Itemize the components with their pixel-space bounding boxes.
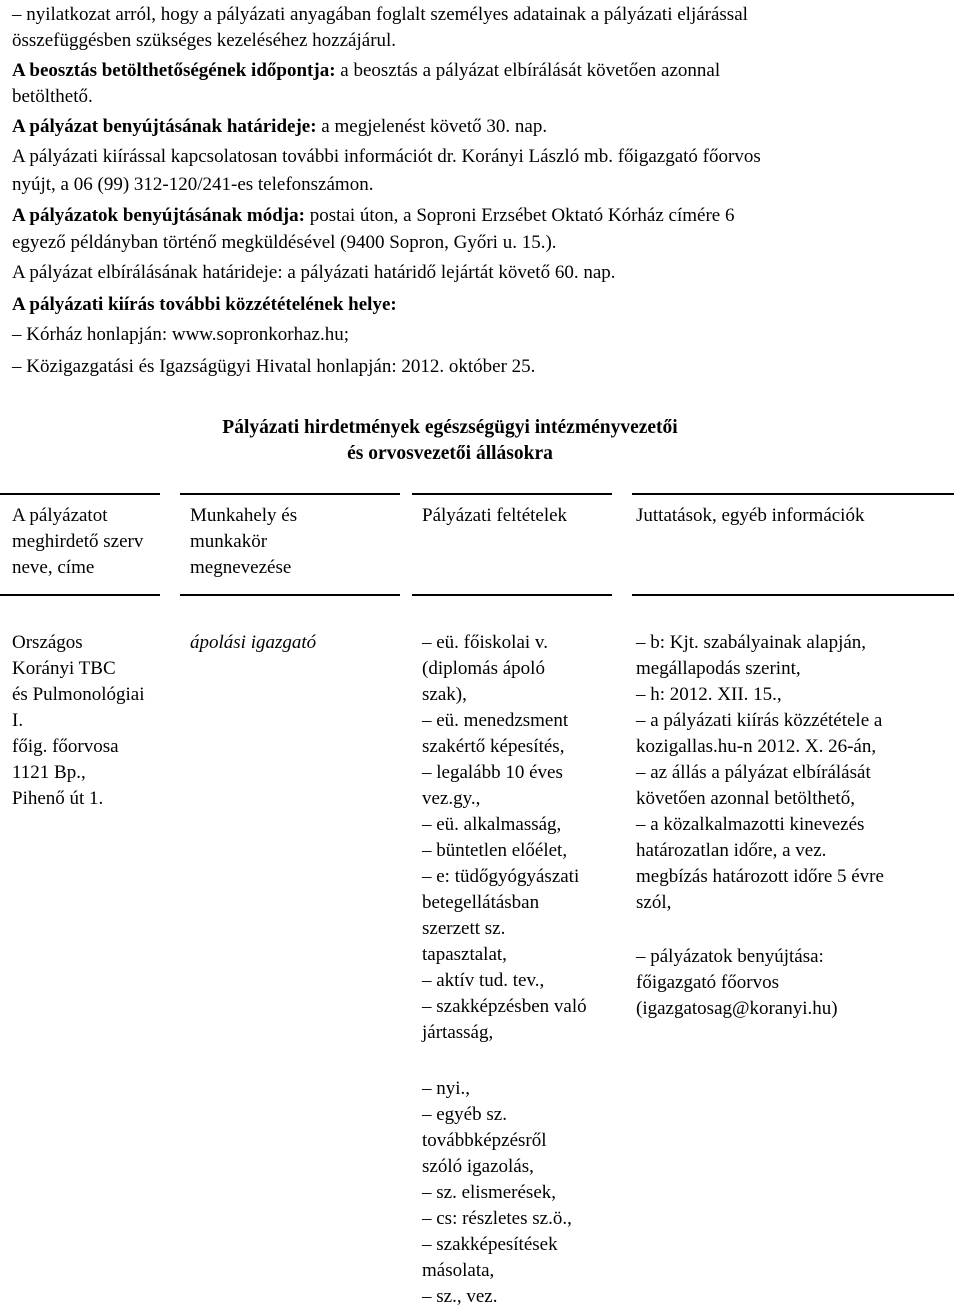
intro-line-info-cont: nyújt, a 06 (99) 312-120/241-es telefonszámon. — [12, 174, 374, 195]
intro-line-consent-cont: összefüggésben szükséges kezeléséhez hozzájárul. — [12, 30, 397, 51]
header-top-rule-3 — [412, 493, 612, 495]
intro-line-fill-date — [12, 60, 720, 82]
row-employer: Országos Korányi TBC és Pulmonológiai I. főig. főorvosa 1121 Bp., Pihenő út 1. — [12, 632, 145, 809]
deadline-text: a megjelenést követő 30. nap. — [316, 116, 548, 137]
intro-line-submission-cont: egyező példányban történő megküldésével (9400 Sopron, Győri u. 15.). — [12, 232, 557, 253]
section-subtitle: és orvosvezetői állásokra — [347, 443, 553, 464]
fill-date-label: A beosztás betölthetőségének időpontja: — [12, 60, 336, 81]
header-top-rule-2 — [180, 493, 400, 495]
header-benefits: Juttatások, egyéb információk — [636, 505, 865, 526]
intro-line-info: A pályázati kiírással kapcsolatosan további információt dr. Korányi László mb. főigazgató főorvos — [12, 146, 761, 167]
section-title: Pályázati hirdetmények egészségügyi intézményvezetői — [222, 417, 678, 438]
intro-line-submission — [12, 205, 734, 227]
header-bottom-rule-3 — [412, 594, 612, 596]
header-position: Munkahely és munkakör megnevezése — [190, 505, 298, 578]
header-employer: A pályázatot meghirdető szerv neve, címe — [12, 505, 144, 578]
submission-label: A pályázatok benyújtásának módja: — [12, 205, 305, 226]
row-position: ápolási igazgató — [190, 632, 317, 653]
intro-line-consent: – nyilatkozat arról, hogy a pályázati anyagában foglalt személyes adatainak a pályázati eljárással — [12, 4, 748, 25]
header-bottom-rule-4 — [632, 594, 954, 596]
intro-line-publication-heading: A pályázati kiírás további közzétételének helye: — [12, 294, 397, 315]
header-bottom-rule-2 — [180, 594, 400, 596]
row-conditions-main: – eü. főiskolai v. (diplomás ápoló szak), – eü. menedzsment szakértő képesítés, – legalább 10 éves vez.gy., – eü. alkalmasság, – büntetlen előélet, – e: tüdőgyógyászati betegellátásban szerzett sz. tapasztalat, – aktív tud. tev., – szakképzésben való jártasság, — [422, 632, 587, 1043]
header-top-rule-1 — [0, 493, 160, 495]
row-conditions-extra: – nyi., – egyéb sz. továbbképzésről szóló igazolás, – sz. elismerések, – cs: részletes sz.ö., – szakképesítések másolata, – sz., vez. — [422, 1078, 572, 1307]
intro-line-deadline — [12, 116, 547, 138]
header-conditions: Pályázati feltételek — [422, 505, 568, 526]
intro-line-evaluation: A pályázat elbírálásának határideje: a pályázati határidő lejártát követő 60. nap. — [12, 262, 616, 283]
row-benefits-submission: – pályázatok benyújtása: főigazgató főorvos (igazgatosag@koranyi.hu) — [636, 946, 838, 1019]
fill-date-text: a beosztás a pályázat elbírálását követően azonnal — [335, 60, 721, 81]
intro-line-publication-hospital: – Kórház honlapján: www.sopronkorhaz.hu; — [12, 324, 349, 345]
submission-text: postai úton, a Soproni Erzsébet Oktató Kórház címére 6 — [304, 205, 735, 226]
header-bottom-rule-1 — [0, 594, 160, 596]
row-benefits-main: – b: Kjt. szabályainak alapján, megállapodás szerint, – h: 2012. XII. 15., – a pályázati kiírás közzététele a kozigallas.hu-n 2012. X. 26-án, – az állás a pályázat elbírálását követően azonnal betölthető, – a közalkalmazotti kinevezés határozatlan időre, a vez. megbízás határozott időre 5 évre szól, — [636, 632, 884, 913]
intro-line-fill-date-cont: betölthető. — [12, 86, 93, 107]
deadline-label: A pályázat benyújtásának határideje: — [12, 116, 317, 137]
header-top-rule-4 — [632, 493, 954, 495]
intro-line-publication-kih: – Közigazgatási és Igazságügyi Hivatal honlapján: 2012. október 25. — [12, 356, 536, 377]
